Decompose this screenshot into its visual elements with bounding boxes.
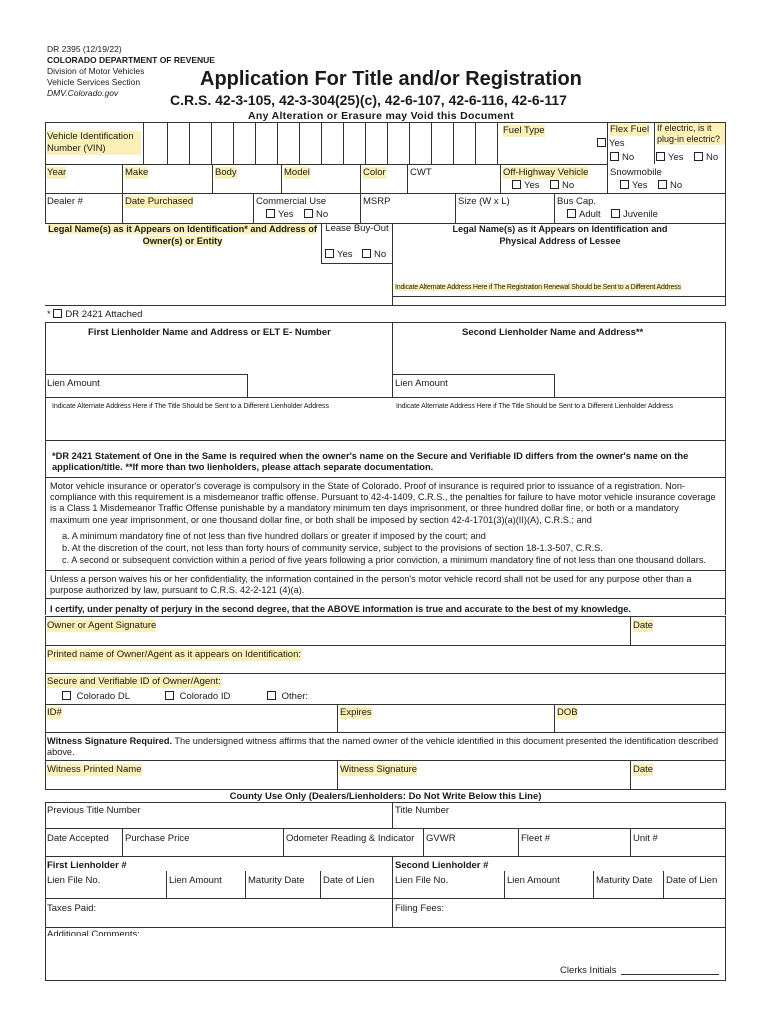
title-number-label: Title Number <box>395 805 450 816</box>
checkbox-icon <box>658 180 667 189</box>
clerks-initials-line[interactable] <box>621 974 719 975</box>
checkbox-icon <box>567 209 576 218</box>
second-alt-title-label: Indicate Alternate Address Here if The Title Should be Sent to a Different Lienholder Address <box>396 403 673 410</box>
second-lienholder-input[interactable] <box>394 340 725 374</box>
flex-fuel-yes[interactable]: Yes <box>597 138 625 150</box>
owner-signature-label: Owner or Agent Signature <box>47 620 157 631</box>
division-name: Division of Motor Vehicles <box>47 66 145 76</box>
vin-label: Vehicle Identification Number (VIN) <box>47 131 141 155</box>
witness-date-label: Date <box>633 764 654 775</box>
make-label: Make <box>125 167 149 178</box>
county-second-lienholder-label: Second Lienholder # <box>395 860 489 871</box>
colorado-id-option[interactable]: Colorado ID <box>165 691 230 703</box>
website-link[interactable]: DMV.Colorado.gov <box>47 88 119 98</box>
second-lien-amount-label: Lien Amount <box>395 378 448 389</box>
previous-title-label: Previous Title Number <box>47 805 141 816</box>
checkbox-icon <box>53 309 62 318</box>
statutes: C.R.S. 42-3-105, 42-3-304(25)(c), 42-6-107, 42-6-116, 42-6-117 <box>170 92 567 108</box>
second-county-lien-amount-label: Lien Amount <box>507 875 560 886</box>
expires-label: Expires <box>340 707 372 718</box>
color-label: Color <box>363 167 386 178</box>
off-highway-label: Off-Highway Vehicle <box>503 167 589 178</box>
checkbox-icon <box>611 209 620 218</box>
body-label: Body <box>215 167 237 178</box>
plug-in-yes[interactable]: Yes <box>656 152 684 164</box>
checkbox-icon <box>362 249 371 258</box>
checkbox-icon <box>656 152 665 161</box>
dr2421-statement: *DR 2421 Statement of One in the Same is required when the owner's name on the Secure and Verifiable ID differs from the owner's name on the application/title. **If more than two lienholders, please attach separate documentation. <box>52 451 689 473</box>
alt-address-reg-label: Indicate Alternate Address Here if The Registration Renewal Should be Sent to a Different Address <box>395 284 681 291</box>
vin-input[interactable] <box>143 122 499 164</box>
first-county-lien-amount-label: Lien Amount <box>169 875 222 886</box>
owner-signature-input[interactable] <box>46 633 629 645</box>
msrp-label: MSRP <box>363 196 391 207</box>
plug-in-electric-label: If electric, is it plug-in electric? <box>657 123 725 145</box>
lessee-name-label: Legal Name(s) as it Appears on Identification and Physical Address of Lessee <box>452 224 668 246</box>
county-use-heading: County Use Only (Dealers/Lienholders: Do Not Write Below this Line) <box>229 791 542 802</box>
insurance-item-b: b. At the discretion of the court, not less than forty hours of community service, subject to the provisions of section 18-1.3-507, C.R.S. <box>62 543 603 553</box>
purchase-price-label: Purchase Price <box>125 833 190 844</box>
filing-fees-label: Filing Fees: <box>395 903 445 914</box>
other-id-option[interactable]: Other: <box>267 691 308 703</box>
witness-signature-label: Witness Signature <box>340 764 418 775</box>
dr2421-attached[interactable]: * DR 2421 Attached <box>47 309 143 320</box>
checkbox-icon <box>325 249 334 258</box>
first-date-of-lien-label: Date of Lien <box>323 875 375 886</box>
department-name: COLORADO DEPARTMENT OF REVENUE <box>47 55 215 65</box>
witness-required-text: Witness Signature Required. The undersigned witness affirms that the named owner of the vehicle identified in this document presented the identification described above. <box>47 736 719 758</box>
gvwr-label: GVWR <box>426 833 456 844</box>
dob-label: DOB <box>557 707 578 718</box>
additional-comments-input[interactable] <box>46 938 724 962</box>
year-label: Year <box>47 167 67 178</box>
first-lienholder-label: First Lienholder Name and Address or ELT E- Number <box>88 327 331 338</box>
off-highway-yes[interactable]: Yes <box>512 180 540 192</box>
checkbox-icon <box>304 209 313 218</box>
bus-cap-label: Bus Cap. <box>557 196 597 207</box>
commercial-use-label: Commercial Use <box>256 196 327 207</box>
taxes-paid-label: Taxes Paid: <box>47 903 97 914</box>
page-title: Application For Title and/or Registration <box>200 68 582 90</box>
second-lienholder-label: Second Lienholder Name and Address** <box>462 327 644 338</box>
secure-id-label: Secure and Verifiable ID of Owner/Agent: <box>47 676 221 687</box>
certification-statement: I certify, under penalty of perjury in the second degree, that the ABOVE information is true and accurate to the best of my knowledge. <box>50 604 631 614</box>
bus-adult[interactable]: Adult <box>567 209 601 221</box>
date-purchased-label: Date Purchased <box>125 196 194 207</box>
printed-name-input[interactable] <box>322 647 724 673</box>
alteration-warning: Any Alteration or Erasure may Void this Document <box>248 110 514 122</box>
first-alt-title-label: Indicate Alternate Address Here if The Title Should be Sent to a Different Lienholder Address <box>52 403 329 410</box>
owner-date-label: Date <box>633 620 654 631</box>
lease-buyout-yes[interactable]: Yes <box>325 249 353 261</box>
insurance-notice: Motor vehicle insurance or operator's coverage is compulsory in the State of Colorado. Proof of insurance is required prior to issuance of a registration. Non-compliance with this requirement is a misdemeanor traffic offense. Pursuant to 42-4-1409, C.R.S., the penalties for failure to have motor vehicle insurance coverage is a Class 1 Misdemeanor Traffic Offense punishable by a mandatory minimum ten days imprisonment, or three hundred dollar fine, or both or a mandatory maximum one year imprisonment, or one thousand dollar fine, or both shall be imposed by section 42-4-1701(3)(a)(II)(A), C.R.S.; and <box>50 481 716 525</box>
date-accepted-label: Date Accepted <box>47 833 109 844</box>
section-name: Vehicle Services Section <box>47 77 141 87</box>
checkbox-icon <box>597 138 606 147</box>
odometer-label: Odometer Reading & Indicator <box>286 833 415 844</box>
other-id-input[interactable] <box>312 690 722 703</box>
off-highway-no[interactable]: No <box>550 180 574 192</box>
first-lienholder-input[interactable] <box>46 340 391 374</box>
first-lien-file-label: Lien File No. <box>47 875 101 886</box>
owner-name-input[interactable] <box>46 248 320 303</box>
printed-name-label: Printed name of Owner/Agent as it appears on Identification: <box>47 649 302 660</box>
snowmobile-label: Snowmobile <box>610 167 662 178</box>
owner-name-label: Legal Name(s) as it Appears on Identification* and Address of Owner(s) or Entity <box>48 224 317 246</box>
first-lien-amount-label: Lien Amount <box>47 378 100 389</box>
flex-fuel-label: Flex Fuel <box>610 124 650 135</box>
checkbox-icon <box>512 180 521 189</box>
checkbox-icon <box>165 691 174 700</box>
plug-in-no[interactable]: No <box>694 152 718 164</box>
county-first-lienholder-label: First Lienholder # <box>47 860 127 871</box>
second-date-of-lien-label: Date of Lien <box>666 875 718 886</box>
colorado-dl-option[interactable]: Colorado DL <box>62 691 130 703</box>
bus-juvenile[interactable]: Juvenile <box>611 209 658 221</box>
second-lien-file-label: Lien File No. <box>395 875 449 886</box>
snowmobile-yes[interactable]: Yes <box>620 180 648 192</box>
confidentiality-notice: Unless a person waives his or her confidentiality, the information contained in the person's motor vehicle record shall not be used for any purpose other than a purpose authorized by law, pursuant to C.R.S. 42-2-121 (4)(a). <box>50 574 692 596</box>
clerks-initials-label: Clerks Initials <box>560 965 617 976</box>
fleet-label: Fleet # <box>521 833 551 844</box>
lessee-name-input[interactable] <box>394 248 725 278</box>
unit-label: Unit # <box>633 833 658 844</box>
id-number-label: ID# <box>47 707 62 718</box>
cwt-label: CWT <box>410 167 432 178</box>
additional-comments-label: Additional Comments: <box>47 929 140 936</box>
size-label: Size (W x L) <box>458 196 510 207</box>
flex-fuel-no[interactable]: No <box>610 152 634 164</box>
lease-buyout-label: Lease Buy-Out <box>325 223 389 234</box>
checkbox-icon <box>266 209 275 218</box>
checkbox-icon <box>267 691 276 700</box>
dealer-label: Dealer # <box>47 196 83 207</box>
checkbox-icon <box>610 152 619 161</box>
checkbox-icon <box>62 691 71 700</box>
checkbox-icon <box>550 180 559 189</box>
commercial-no[interactable]: No <box>304 209 328 221</box>
insurance-item-c: c. A second or subsequent conviction within a period of five years following a prior conviction, a minimum mandatory fine of not less than one thousand dollars. <box>62 555 706 565</box>
fuel-type-label: Fuel Type <box>503 125 545 136</box>
checkbox-icon <box>694 152 703 161</box>
insurance-item-a: a. A minimum mandatory fine of not less than five hundred dollars or greater if imposed by the court; and <box>62 531 486 541</box>
checkbox-icon <box>620 180 629 189</box>
second-maturity-label: Maturity Date <box>596 875 653 886</box>
form-id: DR 2395 (12/19/22) <box>47 44 122 54</box>
commercial-yes[interactable]: Yes <box>266 209 294 221</box>
snowmobile-no[interactable]: No <box>658 180 682 192</box>
model-label: Model <box>284 167 310 178</box>
witness-printed-name-label: Witness Printed Name <box>47 764 142 775</box>
first-maturity-label: Maturity Date <box>248 875 305 886</box>
lease-buyout-no[interactable]: No <box>362 249 386 261</box>
